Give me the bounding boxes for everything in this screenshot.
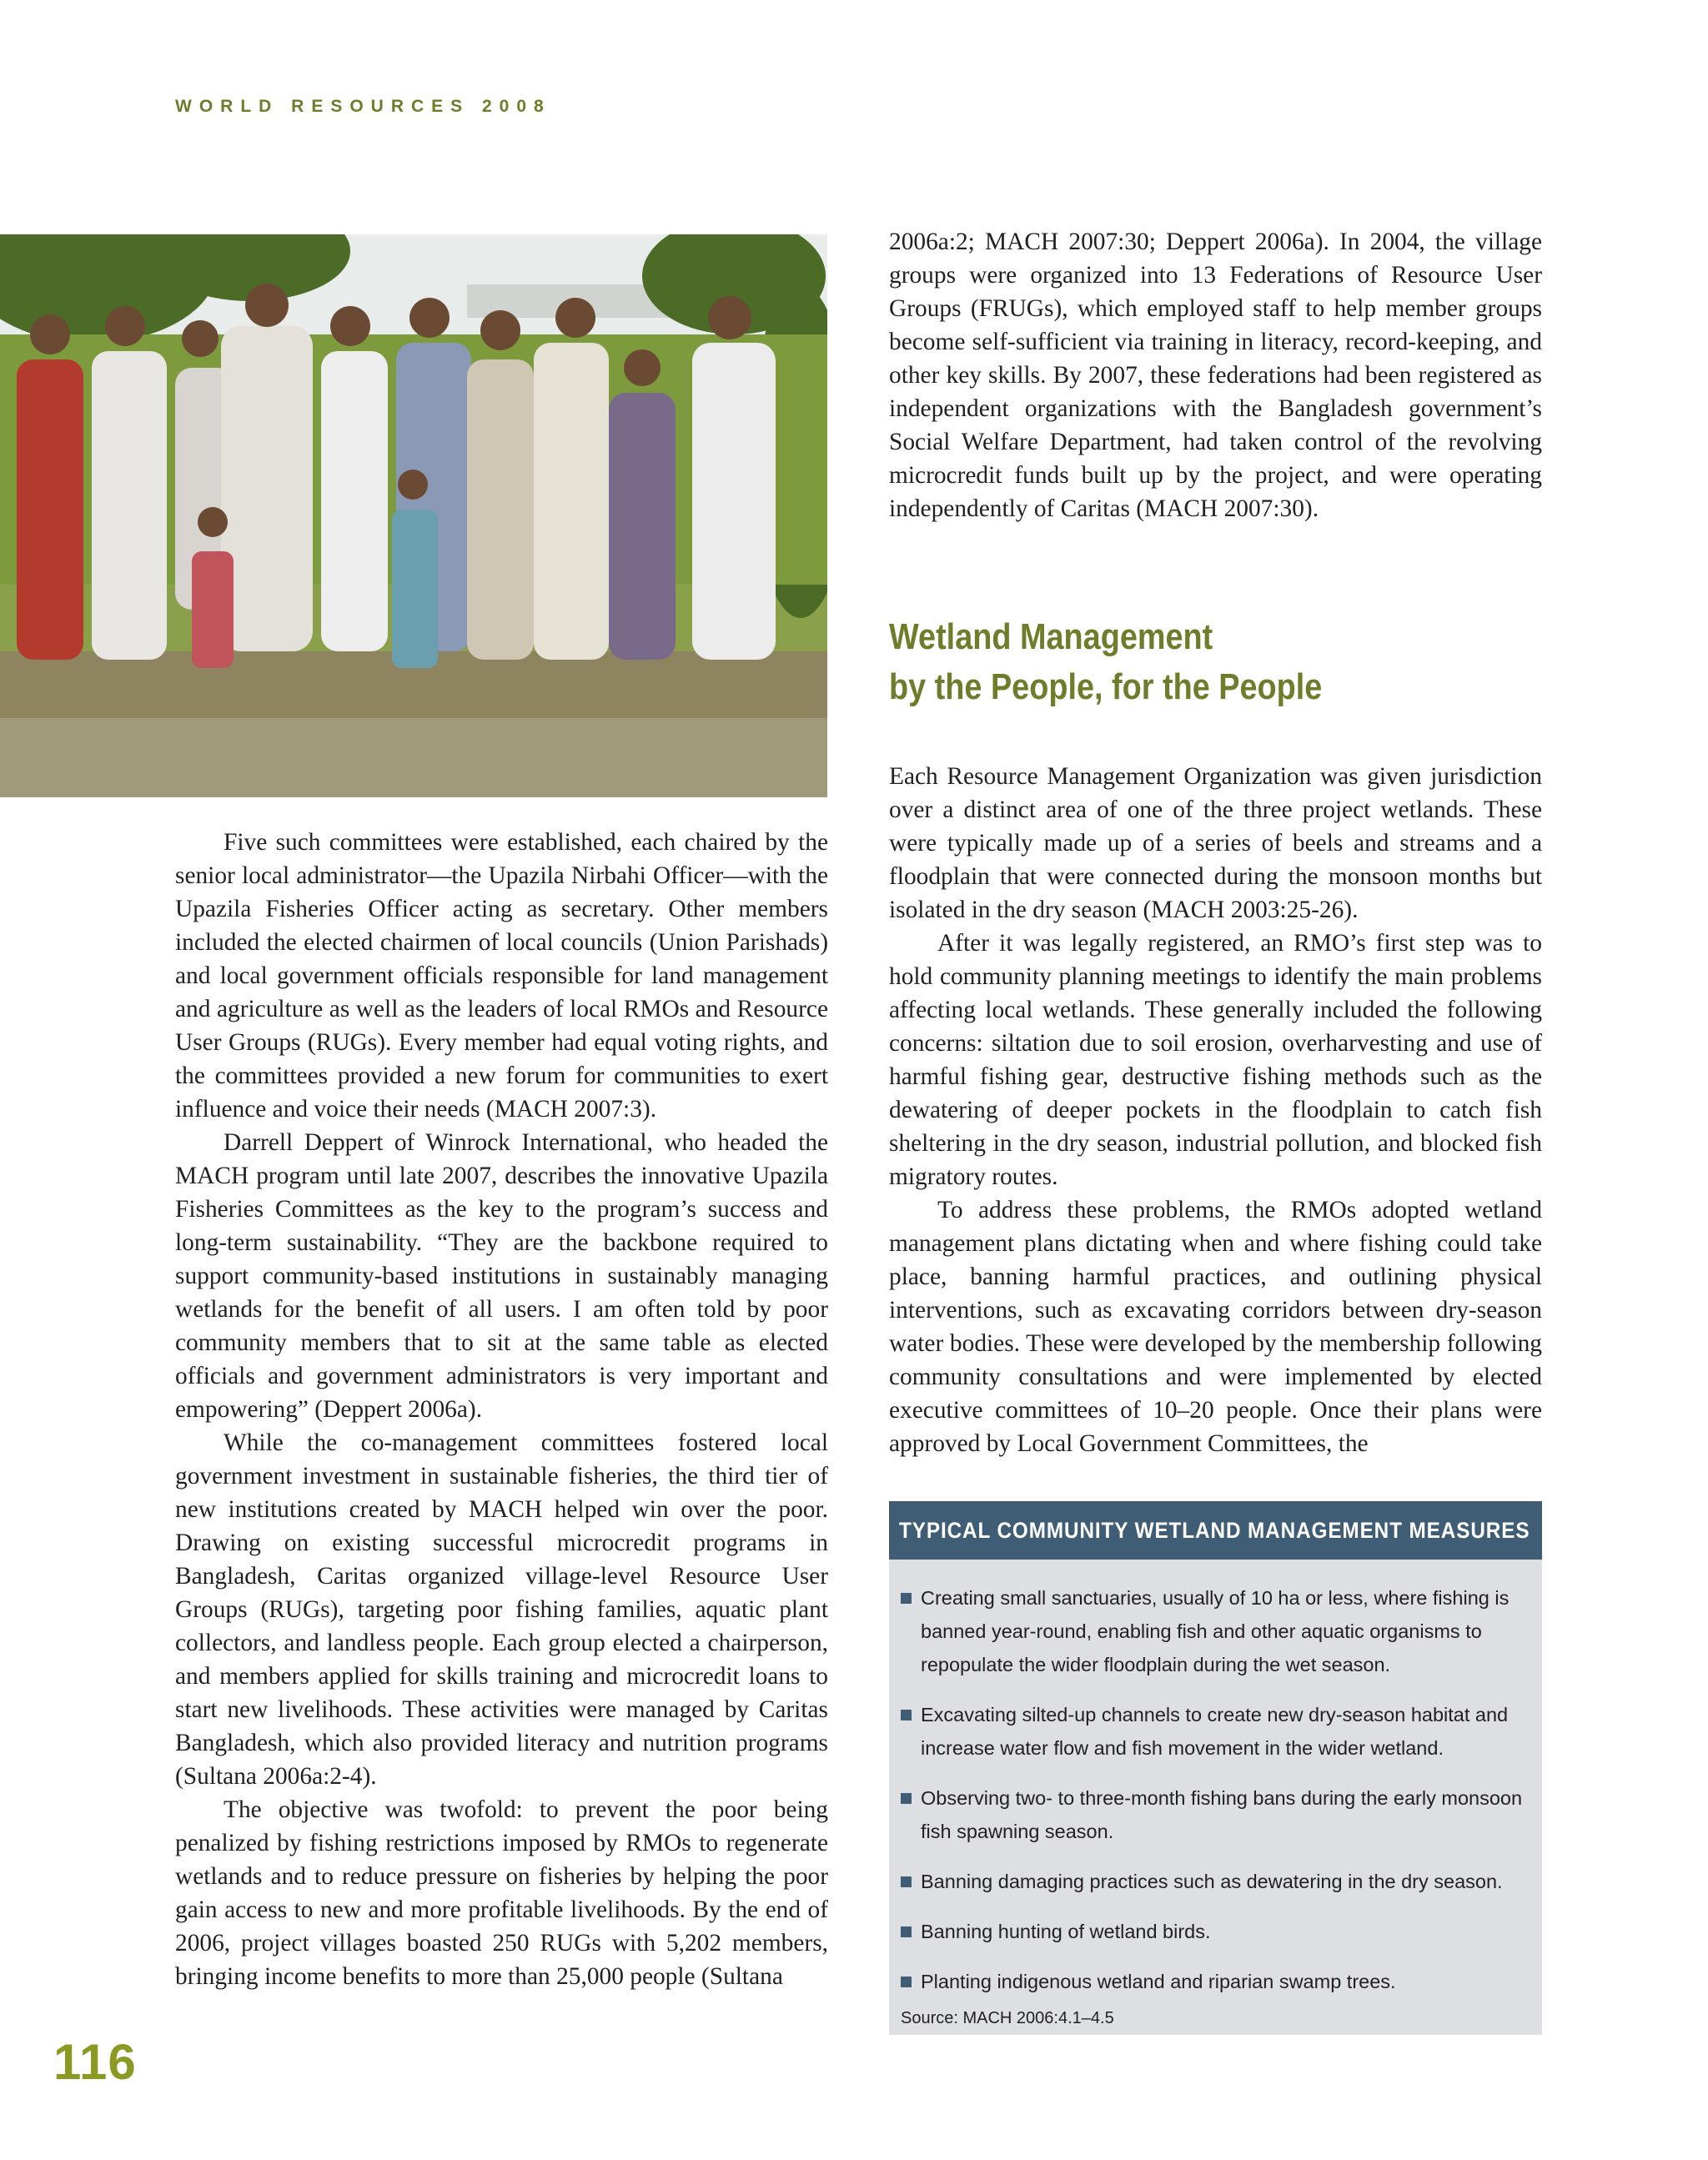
- section-paragraph-2: After it was legally registered, an RMO’s first step was to hold community planning meetings to identify the main problems affecting local wetlands. These generally included the following concerns: siltation due to soil erosion, overharvesting and use of harmful fishing gear, destructive fishing methods such as the dewatering of deeper pockets in the floodplain to catch fish sheltering in the dry season, industrial pollution, and blocked fish migratory routes.: [889, 930, 1542, 1190]
- square-bullet-icon: [901, 1926, 912, 1937]
- right-column-section: [889, 760, 1542, 1460]
- section-heading: [889, 612, 1322, 712]
- square-bullet-icon: [901, 1977, 912, 1987]
- measure-item: [901, 1865, 1532, 1898]
- measures-sidebar: [889, 1501, 1542, 2035]
- measure-text: Planting indigenous wetland and riparian swamp trees.: [921, 1971, 1396, 1992]
- left-paragraph-3: While the co-management committees fostered local government investment in sustainable fisheries, the third tier of new institutions created by MACH helped win over the poor. Drawing on existing successful microcredit programs in Bangladesh, Caritas organized village-level Resource User Groups (RUGs), targeting poor fishing families, aquatic plant collectors, and landless people. Each group elected a chairperson, and members applied for skills training and microcredit loans to start new livelihoods. These activities were managed by Caritas Bangladesh, which also provided literacy and nutrition programs (Sultana 2006a:2-4).: [175, 1429, 828, 1790]
- left-column: [175, 826, 828, 1993]
- measure-item: [901, 1781, 1532, 1848]
- left-paragraph-2: Darrell Deppert of Winrock International, who headed the MACH program until late 2007, describes the innovative Upazila Fisheries Committees as the key to the program’s success and long-term sustainability. “They are the backbone required to support community-based institutions in sustainably managing wetlands for the benefit of all users. I am often told by poor community members that to sit at the same table as elected officials and government administrators is very important and empowering” (Deppert 2006a).: [175, 1129, 828, 1423]
- measure-item: [901, 1965, 1532, 1998]
- sidebar-title-text: TYPICAL COMMUNITY WETLAND MANAGEMENT MEASURES: [899, 1518, 1530, 1543]
- right-column-top: [889, 225, 1542, 525]
- left-paragraph-1: Five such committees were established, each chaired by the senior local administrator—the Upazila Nirbahi Officer—with the Upazila Fisheries Officer acting as secretary. Other members included the elected chairmen of local councils (Union Parishads) and local government officials responsible for land management and agriculture as well as the leaders of local RMOs and Resource User Groups (RUGs). Every member had equal voting rights, and the committees provided a new forum for communities to exert influence and voice their needs (MACH 2007:3).: [175, 829, 828, 1123]
- right-paragraph-continued: 2006a:2; MACH 2007:30; Deppert 2006a). In 2004, the village groups were organized into 13 Federations of Resource User Groups (FRUGs), which employed staff to help member groups become self-sufficient via training in literacy, record-keeping, and other key skills. By 2007, these federations had been registered as independent organizations with the Bangladesh government’s Social Welfare Department, had taken control of the revolving microcredit funds built up by the project, and were operating independently of Caritas (MACH 2007:30).: [889, 229, 1542, 522]
- section-heading-line-2: by the People, for the People: [889, 666, 1323, 707]
- measure-text: Banning damaging practices such as dewatering in the dry season.: [921, 1871, 1503, 1892]
- photo-illustration: [0, 234, 827, 797]
- measure-item: [901, 1581, 1532, 1681]
- section-paragraph-3: To address these problems, the RMOs adopted wetland management plans dictating when and where fishing could take place, banning harmful practices, and outlining physical interventions, such as excavating corridors between dry-season water bodies. These were developed by the membership following community consultations and were implemented by elected executive committees of 10–20 people. Once their plans were approved by Local Government Committees, the: [889, 1197, 1542, 1457]
- square-bullet-icon: [901, 1710, 912, 1720]
- measure-text: Creating small sanctuaries, usually of 10 ha or less, where fishing is banned year-round, enabling fish and other aquatic organisms to repopulate the wider floodplain during the wet season.: [921, 1587, 1510, 1675]
- measure-text: Observing two- to three-month fishing bans during the early monsoon fish spawning season.: [921, 1787, 1523, 1842]
- sidebar-source: Source: MACH 2006:4.1–4.5: [901, 2009, 1114, 2027]
- measure-item: [901, 1915, 1532, 1948]
- sidebar-title: [889, 1501, 1542, 1560]
- page-number: 116: [53, 2034, 137, 2090]
- square-bullet-icon: [901, 1876, 912, 1887]
- section-paragraph-1: Each Resource Management Organization was given jurisdiction over a distinct area of one of the three project wetlands. These were typically made up of a series of beels and streams and a floodplain that were connected during the monsoon months but isolated in the dry season (MACH 2003:25-26).: [889, 763, 1542, 923]
- measure-text: Excavating silted-up channels to create new dry-season habitat and increase water flow and fish movement in the wider wetland.: [921, 1704, 1509, 1759]
- square-bullet-icon: [901, 1793, 912, 1804]
- square-bullet-icon: [901, 1593, 912, 1604]
- section-heading-line-1: Wetland Management: [889, 616, 1213, 657]
- running-head: WORLD RESOURCES 2008: [175, 97, 551, 116]
- measures-list: [889, 1560, 1542, 1998]
- left-paragraph-4: The objective was twofold: to prevent the poor being penalized by fishing restrictions imposed by RMOs to regenerate wetlands and to reduce pressure on fisheries by helping the poor gain access to new and more profitable livelihoods. By the end of 2006, project villages boasted 250 RUGs with 5,202 members, bringing income benefits to more than 25,000 people (Sultana: [175, 1796, 828, 1990]
- group-photo: [0, 234, 827, 797]
- measure-text: Banning hunting of wetland birds.: [921, 1921, 1211, 1942]
- measure-item: [901, 1698, 1532, 1765]
